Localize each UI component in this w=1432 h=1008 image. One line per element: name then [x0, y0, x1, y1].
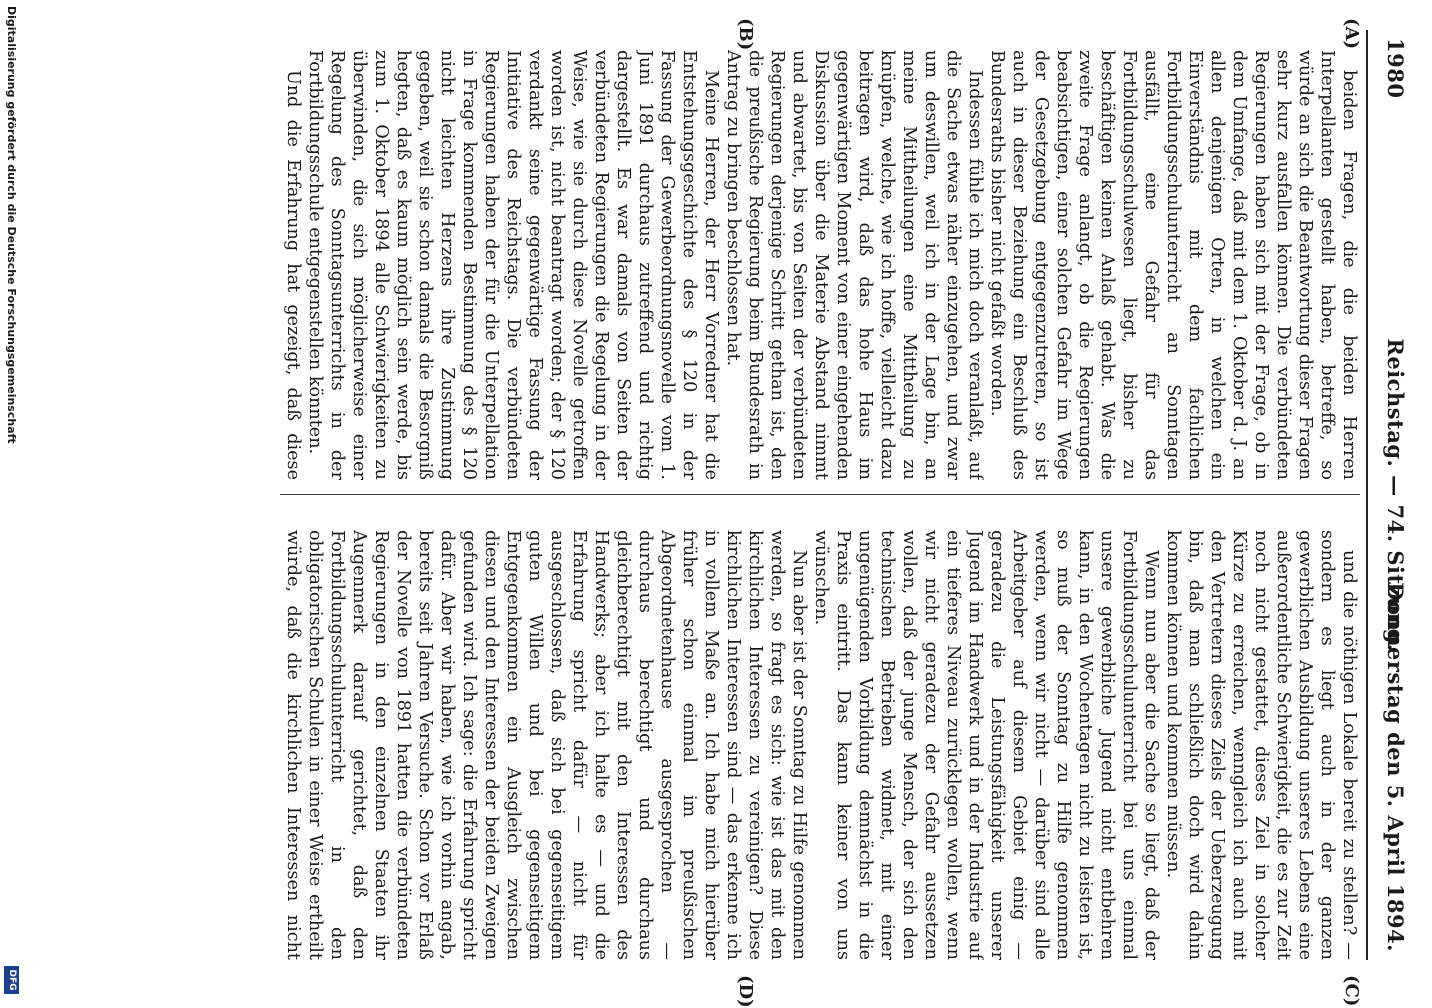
page-number: 1980: [1383, 38, 1408, 99]
paragraph: beiden Fragen, die die beiden Herren Interpellanten gestellt haben, betreffe, so würde an sich die Beantwortung dieser Fragen sehr kurz ausfallen können. Die verbündeten Regierungen haben sich mit der Frage, ob in dem Umfange, daß mit dem 1. Oktober d. J. an allen denjenigen Orten, in welchen ein Einverständnis mit dem fachlichen Fortbildungsschulunterricht an Sonntagen ausfällt, eine Gefahr für das Fortbildungsschulwesen liegt, bisher zu beschäftigen keinen Anlaß gehabt. Was die zweite Frage anlangt, ob die Regierungen beabsichtigen, einer solchen Gefahr im Wege der Gesetzgebung entgegenzutreten, so ist auch in dieser Beziehung ein Beschluß des Bundesraths bisher nicht gefaßt worden.: [987, 50, 1359, 480]
page-header: [1366, 30, 1422, 960]
margin-marker-b: (B): [735, 18, 756, 51]
left-column: [280, 50, 1360, 480]
paragraph: Wenn nun aber die Sache so liegt, daß der Fortbildungsschulunterricht bei uns einmal unsere gewerbliche Jugend nicht entbehren kann, in den Wochentagen nicht zu leisten ist, so muß der Sonntag zu Hilfe genommen werden, wenn wir nicht — darüber sind alle Arbeitgeber auf diesem Gebiet einig — geradezu die Leistungsfähigkeit unserer Jugend im Handwerk und in der Industrie auf ein tieferes Niveau zurücklegen wollen, wenn wir nicht geradezu der Gefahr aussetzen wollen, daß der junge Mensch, der sich den technischen Betrieben widmet, mit einer ungenügenden Vorbildung demnächst in die Praxis eintritt. Das kann keiner von uns wünschen.: [811, 530, 1161, 960]
margin-marker-a: (A): [1341, 18, 1362, 49]
right-column: [280, 530, 1360, 960]
paragraph: Indessen fühle ich mich doch veranlaßt, auf die Sache etwas näher einzugehen, und zwar um deswillen, weil ich in der Lage bin, an meine Mittheilungen eine Mittheilung zu knüpfen, welche, wie ich hoffe, vielleicht dazu beitragen wird, daß das hohe Haus im gegenwärtigen Moment von einer eingehenden Diskussion über die Materie Abstand nimmt und abwartet, bis von Seiten der verbündeten Regierungen derjenige Schritt gethan ist, den die preußische Regierung beim Bundesrath in Antrag zu bringen beschlossen hat.: [723, 50, 985, 480]
column-divider: [280, 494, 1360, 495]
paragraph: Und die Erfahrung hat gezeigt, daß diese: [283, 70, 303, 480]
paragraph: Meine Herren, der Herr Vorredner hat die Entstehungsgeschichte des § 120 in der Fassung der Gewerbeordnungsnovelle vom 1. Juni 1891 durchaus zutreffend und richtig dargestellt. Es war damals von Seiten der verbündeten Regierungen die Regelung in der Weise, wie sie durch diese Novelle getroffen worden ist, nicht beantragt worden; der § 120 verdankt seine gegenwärtige Fassung der Initiative des Reichstags. Die verbündeten Regierungen haben der für die Unterpellation in Frage kommenden Bestimmung des § 120 nicht leichten Herzens ihre Zustimmung gegeben, weil sie schon damals die Besorgniß hegten, daß es kaum möglich sein werde, bis zum 1. Oktober 1894 alle Schwierigkeiten zu überwinden, die sich möglicherweise einer Regelung des Sonntagsunterrichts in der Fortbildungsschule entgegenstellen könnten.: [305, 50, 721, 480]
paragraph: Nun aber ist der Sonntag zu Hilfe genommen werden, so fragt es sich: wie ist das mit den kirchlichen Interessen zu vereinigen? Diese kirchlichen Interessen sind — das erkenne ich in vollem Maße an. Ich habe mich hierüber früher schon einmal im preußischen Abgeordnetenhause ausgesprochen — durchaus berechtigt und durchaus gleichberechtigt mit den Interessen des Handwerks; aber ich halte es — und die Erfahrung spricht dafür — nicht für ausgeschlossen, daß sich bei gegenseitigem guten Willen und bei gegenseitigem Entgegenkommen ein Ausgleich zwischen diesen und den Interessen der beiden Zweigen gefunden wird. Ich sage: die Erfahrung spricht dafür. Aber wir haben, wie ich vorhin angab, bereits seit Jahren Versuche. Schon vor Erlaß der Novelle von 1891 hatten die verbündeten Regierungen in den einzelnen Staaten ihr Augenmerk darauf gerichtet, daß den Fortbildungsschulunterricht in den obligatorischen Schulen in einer Weise ertheilt würde, daß die kirchlichen Interessen nicht: [283, 530, 809, 960]
dfg-logo: DFG: [4, 966, 19, 994]
digitization-credit: Digitalisierung gefördert durch die Deutsche Forschungsgemeinschaft: [5, 6, 18, 444]
running-title: Reichstag. — 74. Sitzung.: [1383, 338, 1408, 652]
digitization-footer: [0, 0, 22, 1000]
session-date: Donnerstag den 5. April 1894.: [1383, 582, 1408, 952]
margin-marker-d: (D): [735, 975, 756, 1008]
margin-marker-c: (C): [1341, 975, 1362, 1007]
paragraph: und die nöthigen Lokale bereit zu stellen? — sondern es liegt auch in der ganzen gewerblichen Ausbildung unseres Lebens eine außerordentliche Schwierigkeit, die es zur Zeit noch nicht gestattet, dieses Ziel in solcher Kürze zu erreichen, wenngleich ich auch mit den Vertretern dieses Ziels der Ueberzeugung bin, daß man schließlich doch wird dahin kommen können und kommen müssen.: [1163, 530, 1359, 960]
